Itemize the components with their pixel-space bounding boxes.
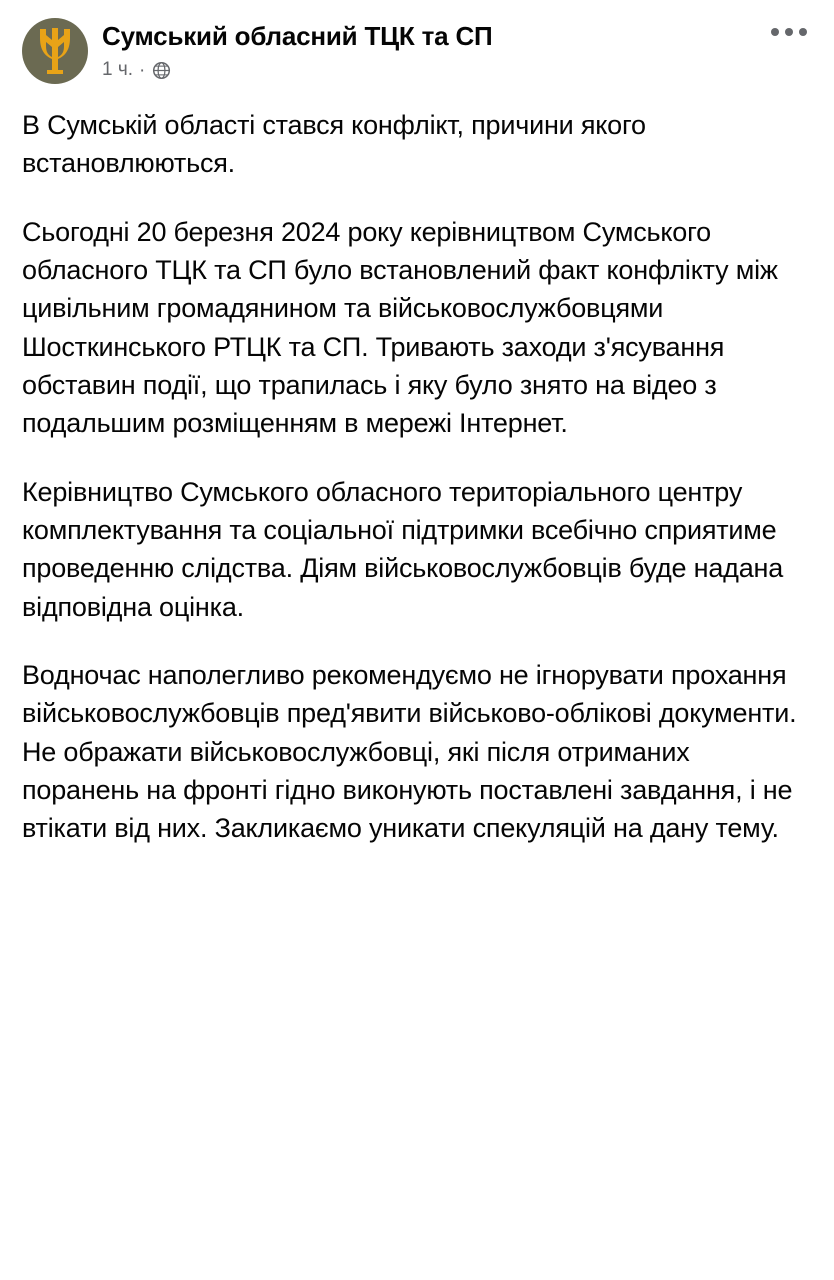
post-meta (102, 59, 752, 82)
post-paragraph: Керівництво Сумського обласного територіального центру комплектування та соціальної підтримки всебічно сприятиме проведенню слідства. Діям військовослужбовців буде надана відповідна оцінка. (22, 476, 791, 622)
page-name[interactable]: Сумський обласний ТЦК та СП (102, 21, 493, 51)
post-paragraph: Сьогодні 20 березня 2024 року керівництвом Сумського обласного ТЦК та СП було встановлений факт конфлікту між цивільним громадянином та військовослужбовцями Шосткинського РТЦК та СП. Тривають заходи з'ясування обставин події, що трапилась і яку було знято на відео з подальшим розміщенням в мережі Інтернет. (22, 216, 786, 439)
post-header (22, 16, 812, 92)
post-timestamp[interactable]: 1 ч. (102, 58, 134, 80)
post-paragraph: Водночас наполегливо рекомендуємо не ігнорувати прохання військовослужбовців пред'явити військово-облікові документи. Не ображати військовослужбовці, які після отриманих поранень на фронті гідно виконують поставлені завдання, і не втікати від них. Закликаємо уникати спекуляцій на дану тему. (22, 659, 804, 844)
meta-separator: · (139, 59, 146, 81)
post-paragraph: В Сумській області стався конфлікт, причини якого встановлюються. (22, 110, 654, 179)
globe-icon[interactable] (151, 60, 171, 80)
more-options-icon (771, 28, 807, 36)
post-text (22, 92, 812, 858)
avatar[interactable] (22, 18, 88, 84)
post-author-block (102, 18, 752, 82)
ukrainian-tryzub-emblem-icon (34, 26, 76, 76)
more-options-button[interactable] (766, 18, 812, 68)
